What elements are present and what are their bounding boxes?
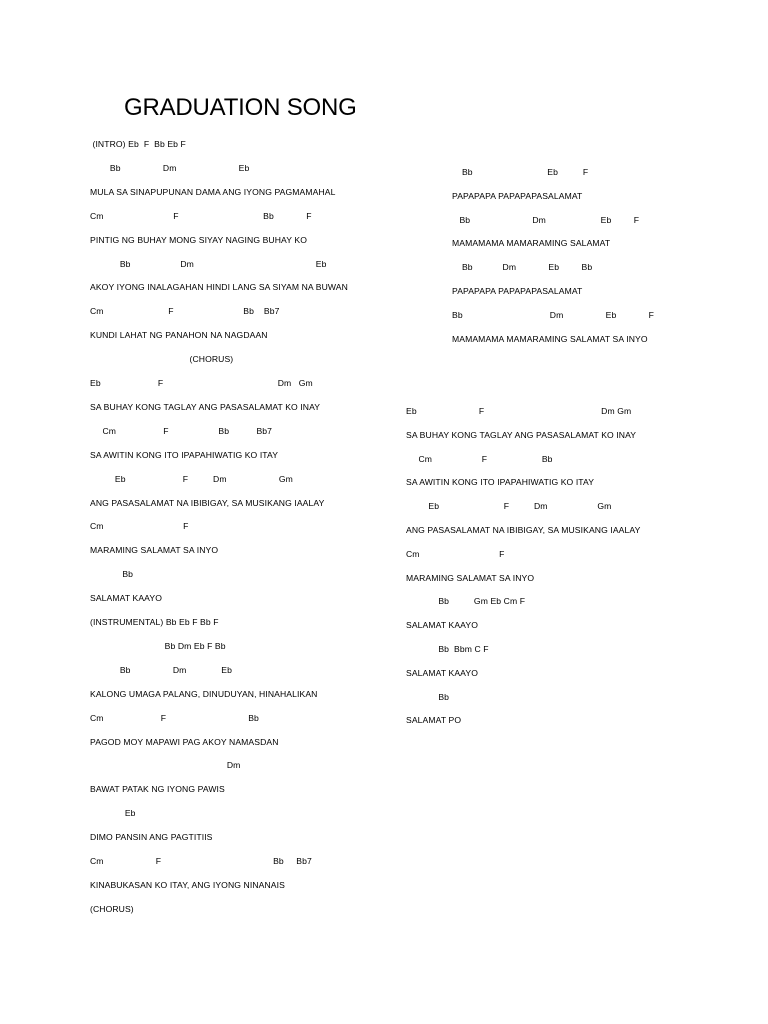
lyric-line: (CHORUS) xyxy=(90,903,134,914)
lyric-line: ANG PASASALAMAT NA IBIBIGAY, SA MUSIKANG IAALAY xyxy=(90,497,325,508)
lyric-line: KINABUKASAN KO ITAY, ANG IYONG NINANAIS xyxy=(90,879,285,890)
lyric-line: KALONG UMAGA PALANG, DINUDUYAN, HINAHALIKAN xyxy=(90,688,318,699)
chord-line: Bb Gm Eb Cm F xyxy=(406,596,526,607)
lyric-line: PAGOD MOY MAPAWI PAG AKOY NAMASDAN xyxy=(90,736,279,747)
lyric-line: DIMO PANSIN ANG PAGTITIIS xyxy=(90,832,213,843)
chord-line: Cm F Bb Bb7 xyxy=(90,306,280,317)
chord-line: Cm F Bb xyxy=(406,453,553,464)
chord-line: Eb F Dm Gm xyxy=(406,406,632,416)
chord-line: Bb Bbm C F xyxy=(406,644,489,654)
chord-line: Dm xyxy=(90,760,241,771)
lyric-line: MAMAMAMA MAMARAMING SALAMAT xyxy=(452,238,611,249)
chord-line: (INTRO) Eb F Bb Eb F xyxy=(90,139,186,149)
chord-line: Bb Dm Eb xyxy=(90,258,327,269)
lyric-line: SA BUHAY KONG TAGLAY ANG PASASALAMAT KO INAY xyxy=(406,429,637,440)
chord-line: Eb xyxy=(90,808,136,819)
lyric-line: SALAMAT PO xyxy=(406,715,462,726)
chord-line: Eb F Dm Gm xyxy=(406,501,612,512)
lyric-line: PAPAPAPA PAPAPAPASALAMAT xyxy=(452,190,583,201)
chord-line: Cm F Bb F xyxy=(90,210,312,221)
chord-line: Bb xyxy=(90,569,134,580)
chord-line: Cm F Bb xyxy=(90,712,259,723)
lyric-line: SA BUHAY KONG TAGLAY ANG PASASALAMAT KO INAY xyxy=(90,401,321,412)
chord-line: (CHORUS) xyxy=(90,354,234,365)
chord-line: Bb Eb F xyxy=(452,167,589,177)
chord-line: Cm F xyxy=(406,548,505,559)
lyric-line: SALAMAT KAAYO xyxy=(406,667,478,678)
lyric-line: SA AWITIN KONG ITO IPAPAHIWATIG KO ITAY xyxy=(406,477,595,488)
chord-line: Bb Dm Eb xyxy=(90,162,250,173)
lyric-line: BAWAT PATAK NG IYONG PAWIS xyxy=(90,784,225,795)
chord-line: Bb Dm Eb F Bb xyxy=(90,640,226,651)
lyric-line: SALAMAT KAAYO xyxy=(90,593,162,604)
lyric-line: MARAMING SALAMAT SA INYO xyxy=(90,545,219,556)
song-title: GRADUATION SONG xyxy=(124,94,357,121)
chord-line: Eb F Dm Gm xyxy=(90,473,293,484)
lyric-line: PAPAPAPA PAPAPAPASALAMAT xyxy=(452,286,583,296)
lyric-line: ANG PASASALAMAT NA IBIBIGAY, SA MUSIKANG IAALAY xyxy=(406,525,641,535)
lyric-line: MARAMING SALAMAT SA INYO xyxy=(406,572,535,583)
lyric-line: AKOY IYONG INALAGAHAN HINDI LANG SA SIYAM NA BUWAN xyxy=(90,282,348,293)
lyric-line: SA AWITIN KONG ITO IPAPAHIWATIG KO ITAY xyxy=(90,449,279,460)
chord-line: Bb Dm Eb F xyxy=(452,309,655,320)
lyric-line: KUNDI LAHAT NG PANAHON NA NAGDAAN xyxy=(90,330,268,341)
lyric-line: MULA SA SINAPUPUNAN DAMA ANG IYONG PAGMAMAHAL xyxy=(90,186,336,197)
chord-line: Cm F Bb Bb7 xyxy=(90,425,273,436)
lyric-line: PINTIG NG BUHAY MONG SIYAY NAGING BUHAY KO xyxy=(90,234,308,245)
lyric-line: SALAMAT KAAYO xyxy=(406,620,478,631)
chord-line: Bb xyxy=(406,691,450,702)
chord-line: Bb Dm Eb Bb xyxy=(452,262,593,273)
chord-line: Cm F Bb Bb7 xyxy=(90,856,312,866)
lyric-line: MAMAMAMA MAMARAMING SALAMAT SA INYO xyxy=(452,333,648,344)
chord-line: Bb Dm Eb F xyxy=(452,214,640,225)
lyric-line: (INSTRUMENTAL) Bb Eb F Bb F xyxy=(90,617,219,627)
chord-line: Cm F xyxy=(90,521,189,532)
chord-line: Bb Dm Eb xyxy=(90,664,232,675)
chord-line: Eb F Dm Gm xyxy=(90,378,313,388)
